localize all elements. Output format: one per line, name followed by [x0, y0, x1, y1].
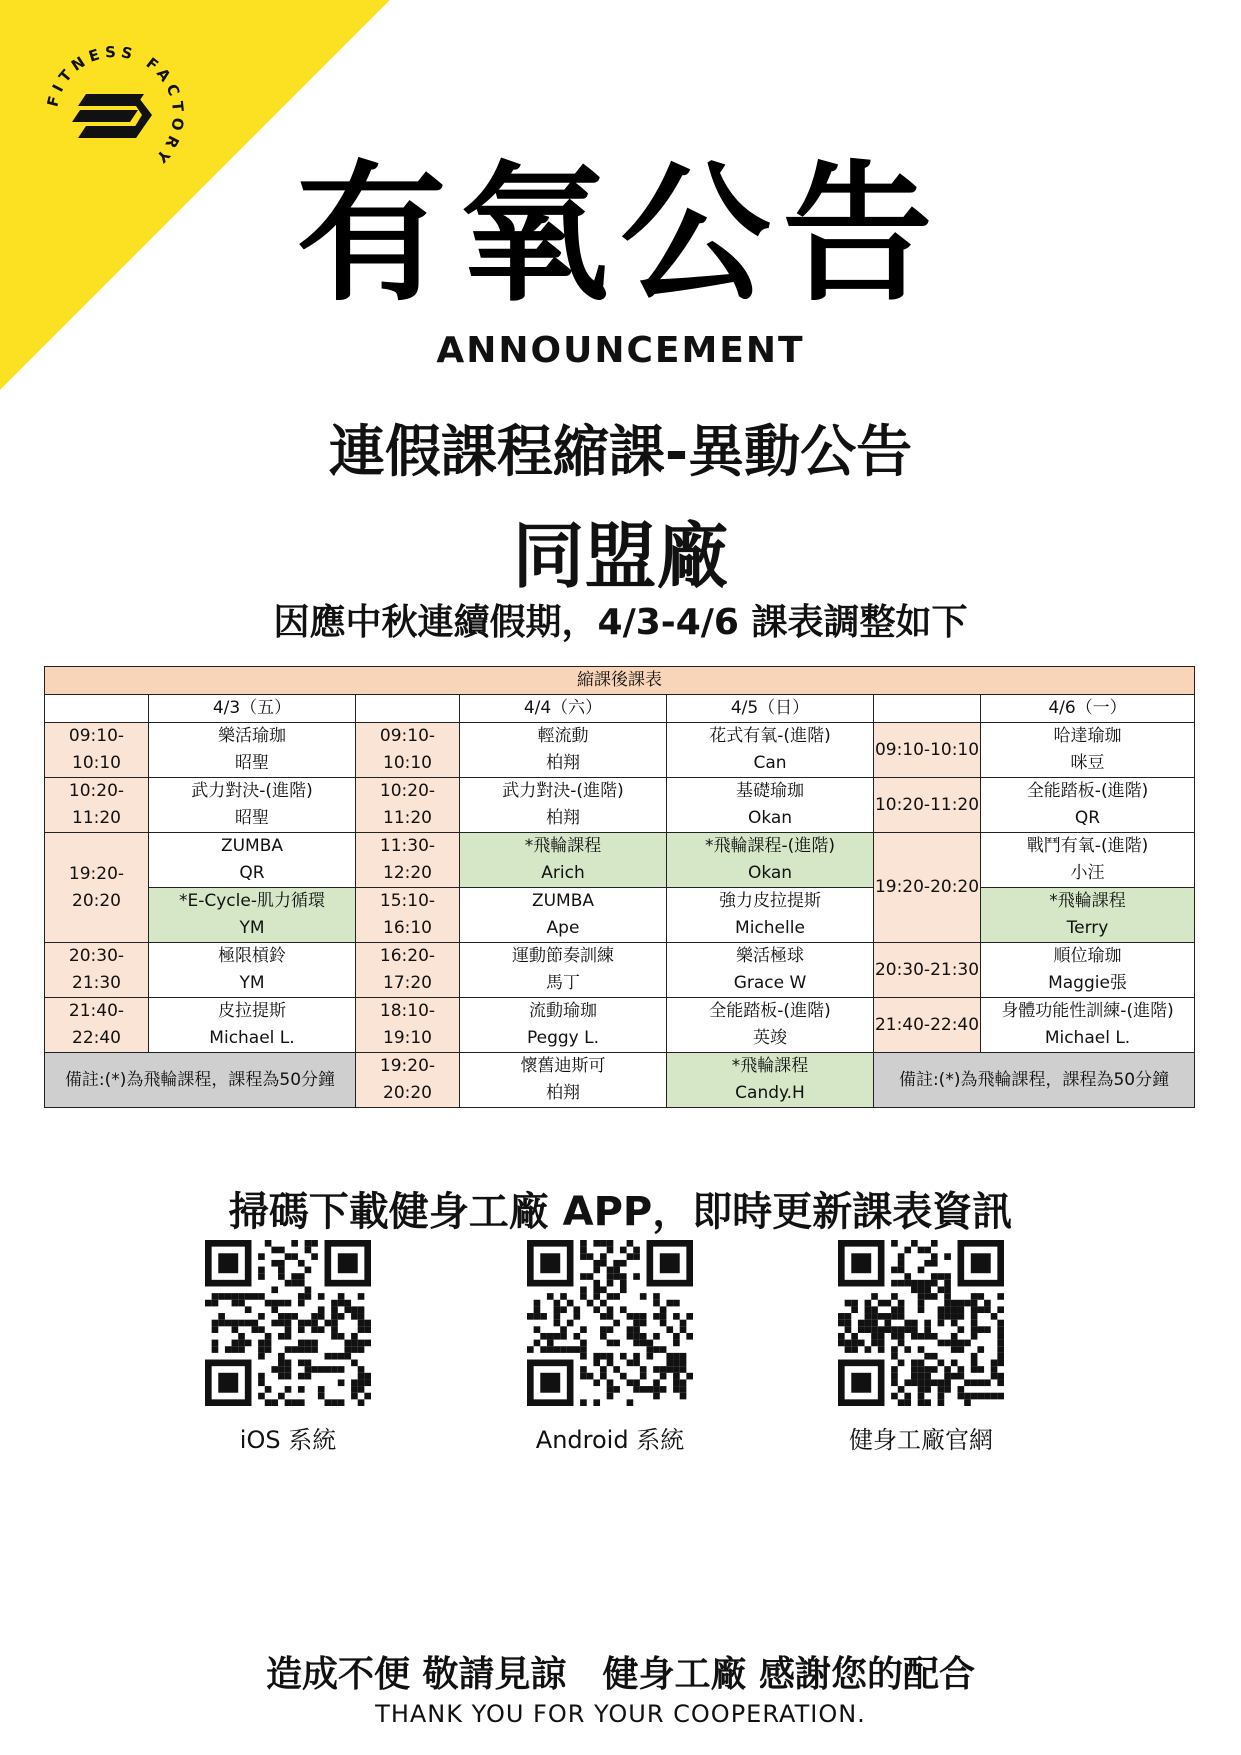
coach-name: Can	[753, 753, 787, 773]
class-name: 輕流動	[537, 726, 589, 746]
class-name: 樂活瑜珈	[218, 726, 286, 746]
class-name: ZUMBA	[531, 891, 595, 911]
coach-name: Michael L.	[209, 1028, 295, 1048]
announcement-subtitle-en: ANNOUNCEMENT	[436, 330, 805, 371]
notice-heading: 連假課程縮課-異動公告	[328, 420, 913, 485]
class-cell	[667, 833, 874, 888]
class-cell	[460, 1053, 667, 1108]
coach-name: Okan	[747, 863, 793, 883]
class-name: 全能踏板-(進階)	[1026, 781, 1149, 801]
class-name: 全能踏板-(進階)	[709, 1001, 831, 1021]
class-name: 強力皮拉提斯	[719, 891, 821, 911]
ios-qr-code[interactable]	[205, 1240, 371, 1406]
time-slot: 19:20-20:20	[874, 833, 981, 943]
website-qr-code[interactable]	[838, 1240, 1004, 1406]
class-cell	[149, 943, 356, 998]
class-name: 極限槓鈴	[218, 946, 286, 966]
time-slot: 10:20-11:20	[45, 778, 149, 833]
coach-name: YM	[239, 918, 265, 938]
class-name: 運動節奏訓練	[512, 946, 614, 966]
thank-you-message-en: THANK YOU FOR YOUR COOPERATION.	[375, 1700, 866, 1728]
android-qr-code[interactable]	[527, 1240, 693, 1406]
coach-name: YM	[239, 973, 265, 993]
class-name: 皮拉提斯	[218, 1001, 286, 1021]
day-header-mon: 4/6（一）	[981, 695, 1195, 723]
class-cell	[667, 943, 874, 998]
android-label: Android 系統	[535, 1426, 685, 1454]
time-slot: 21:40-22:40	[874, 998, 981, 1053]
class-cell	[667, 998, 874, 1053]
class-name: ZUMBA	[220, 836, 284, 856]
class-name: 基礎瑜珈	[736, 781, 804, 801]
class-cell	[667, 1053, 874, 1108]
class-name: *E-Cycle-肌力循環	[179, 891, 325, 911]
day-header-sat: 4/4（六）	[460, 695, 667, 723]
schedule-title: 縮課後課表	[45, 667, 1195, 695]
class-name: 懷舊迪斯可	[520, 1056, 606, 1076]
schedule-table	[44, 666, 1195, 1108]
class-cell	[981, 888, 1195, 943]
class-cell	[149, 833, 356, 888]
class-cell	[667, 723, 874, 778]
class-cell	[149, 888, 356, 943]
announcement-title: 有氧公告	[296, 148, 945, 322]
coach-name: 英竣	[753, 1028, 787, 1048]
svg-text:FITNESS FACTORY: FITNESS FACTORY	[43, 42, 188, 170]
class-cell	[667, 888, 874, 943]
time-slot: 18:10-19:10	[356, 998, 460, 1053]
time-slot: 20:30-21:30	[45, 943, 149, 998]
time-slot: 09:10-10:10	[356, 723, 460, 778]
day-header-blank	[45, 695, 149, 723]
coach-name: Peggy L.	[526, 1028, 600, 1048]
class-name: 身體功能性訓練-(進階)	[1001, 1001, 1174, 1021]
class-name: 武力對決-(進階)	[191, 781, 313, 801]
class-cell	[460, 778, 667, 833]
day-header-fri: 4/3（五）	[149, 695, 356, 723]
time-slot: 16:20-17:20	[356, 943, 460, 998]
app-download-heading: 掃碼下載健身工廠 APP，即時更新課表資訊	[228, 1189, 1013, 1235]
class-name: 流動瑜珈	[529, 1001, 597, 1021]
coach-name: Ape	[546, 918, 580, 938]
class-cell	[149, 778, 356, 833]
coach-name: QR	[1074, 808, 1101, 828]
schedule-note: 備註:(*)為飛輪課程，課程為50分鐘	[874, 1053, 1195, 1108]
class-name: 戰鬥有氧-(進階)	[1026, 836, 1149, 856]
coach-name: Michael L.	[1044, 1028, 1131, 1048]
coach-name: Michelle	[735, 918, 805, 938]
time-slot: 20:30-21:30	[874, 943, 981, 998]
class-name: 樂活極球	[736, 946, 804, 966]
class-cell	[460, 833, 667, 888]
coach-name: 柏翔	[546, 808, 580, 828]
coach-name: Arich	[541, 863, 585, 883]
class-cell	[667, 778, 874, 833]
class-cell	[981, 723, 1195, 778]
time-slot: 19:20-20:20	[45, 833, 149, 943]
coach-name: 柏翔	[546, 1083, 580, 1103]
class-name: 順位瑜珈	[1053, 946, 1122, 966]
class-name: *飛輪課程	[731, 1056, 809, 1076]
time-slot: 10:20-11:20	[356, 778, 460, 833]
day-header-blank	[356, 695, 460, 723]
coach-name: Terry	[1066, 918, 1109, 938]
class-cell	[460, 998, 667, 1053]
coach-name: Maggie張	[1048, 973, 1127, 993]
time-slot: 10:20-11:20	[874, 778, 981, 833]
time-slot: 21:40-22:40	[45, 998, 149, 1053]
ios-label: iOS 系統	[239, 1426, 337, 1454]
coach-name: 咪豆	[1070, 753, 1105, 773]
class-cell	[460, 943, 667, 998]
website-label: 健身工廠官網	[849, 1426, 993, 1454]
coach-name: 昭聖	[235, 808, 269, 828]
day-header-blank	[874, 695, 981, 723]
class-cell	[460, 888, 667, 943]
day-header-sun: 4/5（日）	[667, 695, 874, 723]
class-cell	[981, 998, 1195, 1053]
class-name: 武力對決-(進階)	[502, 781, 624, 801]
class-cell	[460, 723, 667, 778]
coach-name: QR	[239, 863, 265, 883]
class-name: *飛輪課程	[524, 836, 602, 856]
class-cell	[149, 998, 356, 1053]
coach-name: Okan	[747, 808, 793, 828]
coach-name: Candy.H	[735, 1083, 805, 1103]
club-name: 同盟廠	[512, 514, 729, 598]
class-name: *飛輪課程-(進階)	[705, 836, 835, 856]
class-name: 花式有氧-(進階)	[709, 726, 831, 746]
class-name: 哈達瑜珈	[1053, 726, 1122, 746]
time-slot: 19:20-20:20	[356, 1053, 460, 1108]
time-slot: 15:10-16:10	[356, 888, 460, 943]
class-cell	[981, 778, 1195, 833]
class-cell	[149, 723, 356, 778]
notice-text: 因應中秋連續假期，4/3-4/6 課表調整如下	[273, 602, 968, 643]
coach-name: Grace W	[733, 973, 807, 993]
time-slot: 11:30-12:20	[356, 833, 460, 888]
class-cell	[981, 833, 1195, 888]
schedule-note: 備註:(*)為飛輪課程，課程為50分鐘	[45, 1053, 356, 1108]
coach-name: 小汪	[1070, 863, 1105, 883]
thank-you-message: 造成不便 敬請見諒 健身工廠 感謝您的配合	[265, 1654, 976, 1695]
coach-name: 馬丁	[546, 973, 580, 993]
time-slot: 09:10-10:10	[874, 723, 981, 778]
coach-name: 昭聖	[235, 753, 269, 773]
class-name: *飛輪課程	[1049, 891, 1126, 911]
class-cell	[981, 943, 1195, 998]
time-slot: 09:10-10:10	[45, 723, 149, 778]
coach-name: 柏翔	[546, 753, 580, 773]
